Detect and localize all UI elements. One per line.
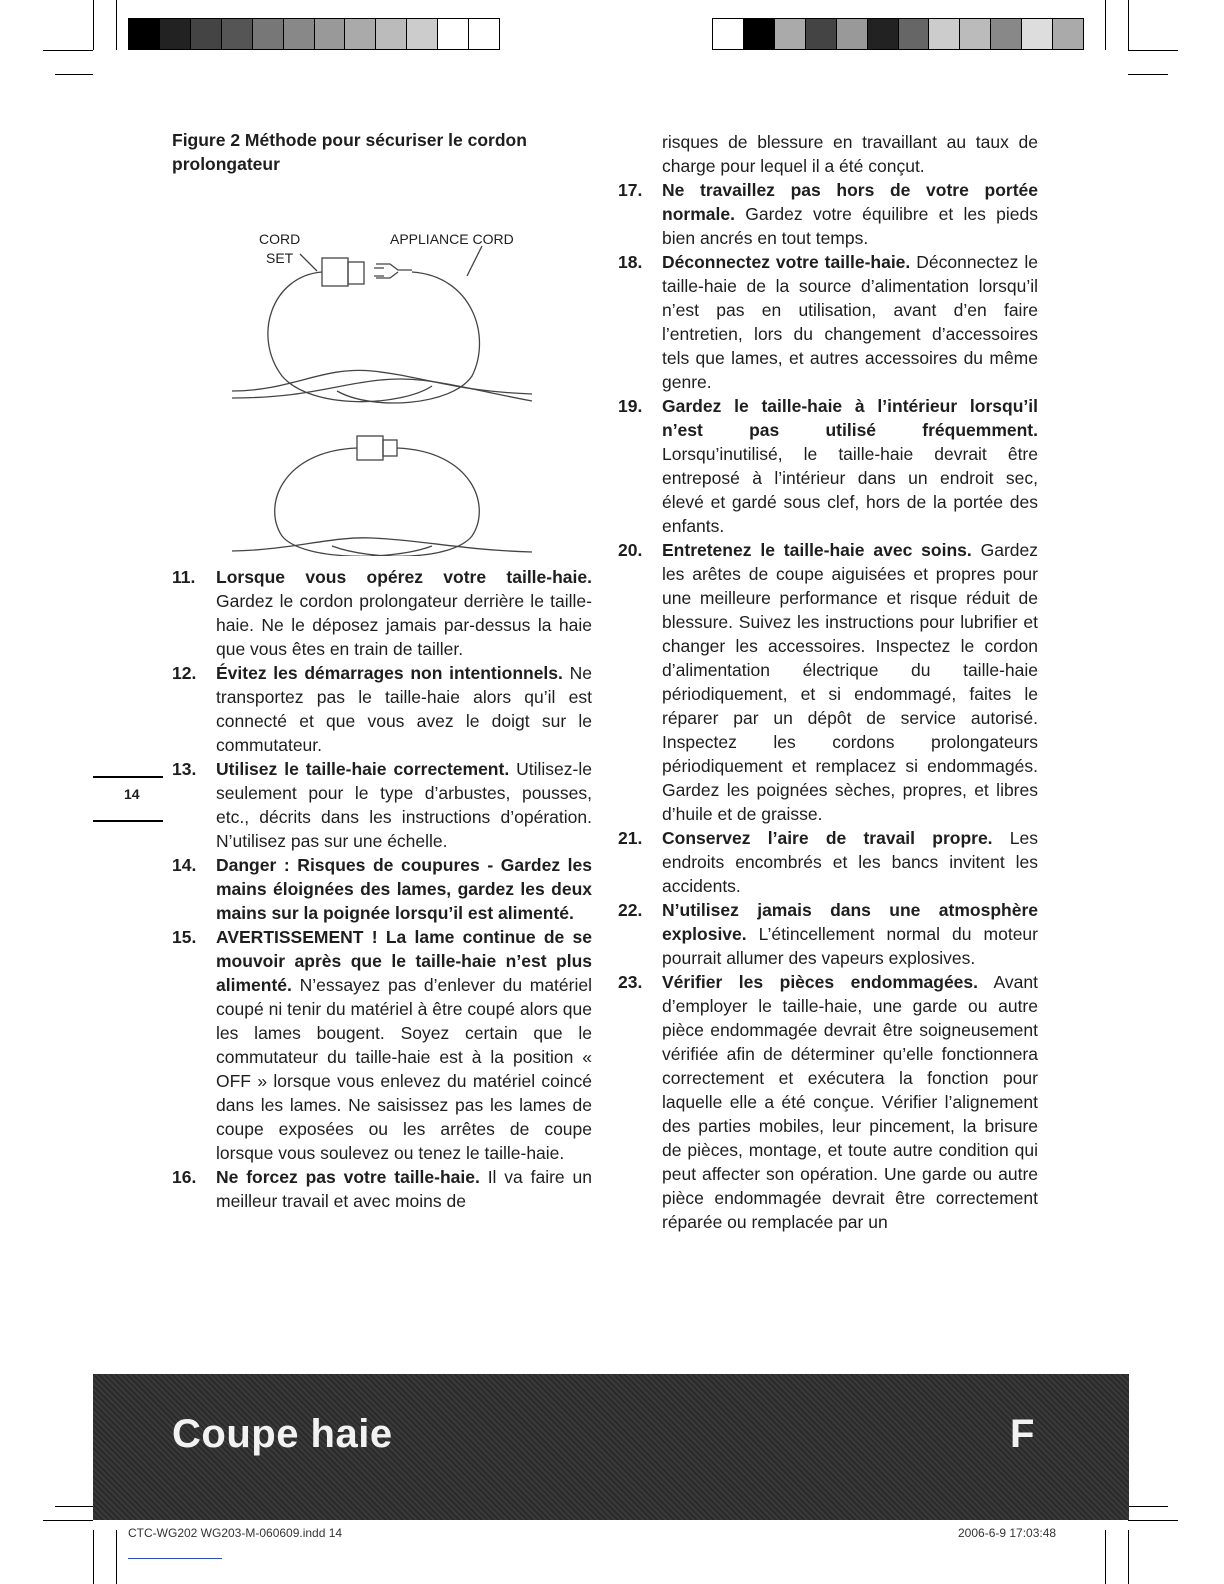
- left-column: [172, 128, 592, 556]
- crop-mark: [116, 1530, 117, 1584]
- color-registration-bar: [128, 18, 500, 50]
- crop-mark: [1105, 1530, 1106, 1584]
- list-item: 16. Ne forcez pas votre taille-haie. Il va faire un meilleur travail et avec moins de: [172, 1167, 592, 1211]
- continued-text: risques de blessure en travaillant au taux de charge pour lequel il a été conçut.: [662, 132, 1038, 176]
- page-number-rule: [93, 776, 163, 778]
- cord-figure: [172, 176, 592, 556]
- figure-title: Figure 2 Méthode pour sécuriser le cordon prolongateur: [172, 130, 527, 174]
- crop-mark: [1128, 1506, 1168, 1507]
- crop-mark: [116, 0, 117, 50]
- language-letter: F: [1010, 1412, 1035, 1456]
- crop-mark: [43, 1520, 93, 1521]
- appliance-cord-label: APPLIANCE CORD: [390, 231, 514, 247]
- crop-mark: [1128, 1520, 1178, 1521]
- crop-mark: [128, 1558, 222, 1559]
- list-item: 19. Gardez le taille-haie à l’intérieur lorsqu’il n’est pas utilisé fréquemment. Lorsqu’inutilisé, le taille-haie devrait être entreposé à l’intérieur dans un endroit sec, élevé et gardé sous clef, hors de la portée des enfants.: [618, 396, 1038, 536]
- page-number: 14: [124, 786, 140, 802]
- list-item: 17. Ne travaillez pas hors de votre portée normale. Gardez votre équilibre et les pieds bien ancrés en tout temps.: [618, 180, 1038, 248]
- right-column: [618, 130, 1038, 1234]
- slug-datetime: 2006-6-9 17:03:48: [958, 1526, 1057, 1540]
- set-label: SET: [266, 250, 294, 266]
- crop-mark: [93, 1530, 94, 1584]
- list-item: 20. Entretenez le taille-haie avec soins. Gardez les arêtes de coupe aiguisées et propres pour une meilleure performance et risque réduit de blessure. Suivez les instructions pour lubrifier et changer les accessoires. Inspectez le cordon d’alimentation électrique du taille-haie périodiquement, et si endommagé, faites le réparer par un dépôt de service autorisé. Inspectez les cordons prolongateurs périodiquement et remplacez si endommagés. Gardez les poignées sèches, propres, et libres d’huile et de graisse.: [618, 540, 1039, 824]
- crop-mark: [93, 0, 94, 50]
- slug-filename: CTC-WG202 WG203-M-060609.indd 14: [128, 1526, 343, 1540]
- list-item: 12. Évitez les démarrages non intentionnels. Ne transportez pas le taille-haie alors qu’il est connecté et que vous avez le doigt sur le commutateur.: [172, 663, 592, 755]
- cord-knot-diagram: [172, 176, 592, 556]
- crop-mark: [1128, 50, 1178, 51]
- color-registration-bar: [712, 18, 1084, 50]
- list-item: 23. Vérifier les pièces endommagées. Avant d’employer le taille-haie, une garde ou autre pièce endommagée devrait être soigneusement vérifiée afin de déterminer qu’elle fonctionnera correctement et exécutera la fonction pour laquelle elle a été conçue. Vérifier l’alignement des parties mobiles, leur pincement, la brisure de pièces, montage, et toute autre condition qui peut affecter son opération. Une garde ou autre pièce endommagée devrait être correctement réparée ou remplacée par un: [618, 972, 1038, 1232]
- list-item: 18. Déconnectez votre taille-haie. Déconnectez le taille-haie de la source d’alimentation lorsqu’il n’est pas en utilisation, avant d’en faire l’entretien, lors du changement d’accessoires tels que lames, et autres accessoires du même genre.: [618, 252, 1038, 392]
- list-item: 15. AVERTISSEMENT ! La lame continue de se mouvoir après que le taille-haie n’est plus alimenté. N’essayez pas d’enlever du matériel coupé ni tenir du matériel à être coupé alors que les lames bougent. Soyez certain que le commutateur du taille-haie est à la position « OFF » lorsque vous enlevez du matériel coincé dans les lames. Ne saisissez pas les lames de coupe exposées ou les arrêtes de coupe lorsque vous soulevez ou tenez le taille-haie.: [172, 927, 592, 1163]
- left-items: [172, 565, 592, 1213]
- list-item: 21. Conservez l’aire de travail propre. Les endroits encombrés et les bancs invitent les accidents.: [618, 828, 1039, 896]
- crop-mark: [1128, 1530, 1129, 1584]
- crop-mark: [55, 74, 93, 75]
- footer-title: Coupe haie: [172, 1412, 393, 1456]
- crop-mark: [1105, 0, 1106, 50]
- list-item: 11. Lorsque vous opérez votre taille-haie. Gardez le cordon prolongateur derrière le taille-haie. Ne le déposez jamais par-dessus la haie que vous êtes en train de tailler.: [172, 567, 592, 659]
- crop-mark: [1128, 74, 1168, 75]
- page-number-rule: [93, 820, 163, 822]
- crop-mark: [55, 1506, 93, 1507]
- list-item: 22. N’utilisez jamais dans une atmosphère explosive. L’étincellement normal du moteur pourrait allumer des vapeurs explosives.: [618, 900, 1038, 968]
- list-item: 14. Danger : Risques de coupures - Gardez les mains éloignées des lames, gardez les deux mains sur la poignée lorsqu’il est alimenté.: [172, 855, 592, 923]
- cord-label: CORD: [259, 231, 301, 247]
- crop-mark: [43, 50, 93, 51]
- list-item: 13. Utilisez le taille-haie correctement. Utilisez-le seulement pour le type d’arbustes, pousses, etc., décrits dans les instructions d’opération. N’utilisez pas sur une échelle.: [172, 759, 592, 851]
- crop-mark: [1128, 0, 1129, 50]
